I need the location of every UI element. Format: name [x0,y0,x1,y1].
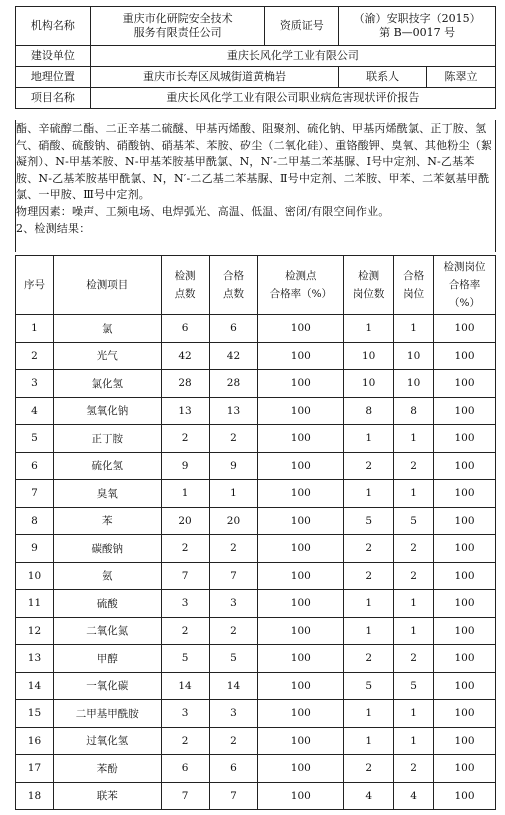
table-row [16,397,496,425]
cell-qualified-posts: 2 [394,645,434,673]
table-row [16,562,496,590]
cell-post-rate: 100 [434,452,496,480]
cell-points: 2 [161,727,209,755]
cell-qualified-points: 3 [209,590,258,618]
cell-qualified-posts: 5 [394,507,434,535]
cell-posts: 2 [344,452,394,480]
cell-posts: 1 [344,727,394,755]
table-row [16,315,496,343]
builder-value: 重庆长风化学工业有限公司 [90,46,495,67]
cell-point-rate: 100 [258,315,344,343]
cell-post-rate: 100 [434,755,496,783]
cell-points: 6 [161,315,209,343]
cell-point-rate: 100 [258,452,344,480]
header-post-rate-line3: （%） [449,297,481,309]
cell-points: 2 [161,617,209,645]
cell-qualified-posts: 1 [394,590,434,618]
cell-point-rate: 100 [258,507,344,535]
cell-qualified-posts: 1 [394,727,434,755]
cell-qualified-posts: 2 [394,755,434,783]
header-points [161,256,209,315]
org-value-line1: 重庆市化研院安全技术 [122,12,233,25]
cell-posts: 1 [344,315,394,343]
cell-qualified-points: 20 [209,507,258,535]
cell-item: 联苯 [53,782,161,810]
cell-posts: 10 [344,342,394,370]
header-qualified-points-line1: 合格 [222,270,244,282]
cell-qualified-posts: 10 [394,342,434,370]
results-body [16,315,496,810]
header-posts [344,256,394,315]
cell-posts: 8 [344,397,394,425]
cell-point-rate: 100 [258,727,344,755]
cell-qualified-points: 6 [209,755,258,783]
cell-qualified-posts: 4 [394,782,434,810]
table-row [16,700,496,728]
header-qualified-points-line2: 点数 [222,288,244,300]
cell-posts: 4 [344,782,394,810]
cell-point-rate: 100 [258,480,344,508]
cell-item: 氨 [53,562,161,590]
results-header-row [16,256,496,315]
org-value [90,7,265,46]
cell-no: 18 [16,782,54,810]
cell-no: 3 [16,370,54,398]
table-row [16,342,496,370]
cell-no: 11 [16,590,54,618]
cell-points: 7 [161,782,209,810]
table-row [16,727,496,755]
table-row [16,645,496,673]
table-row [16,590,496,618]
cell-item: 二甲基甲酰胺 [53,700,161,728]
cell-no: 12 [16,617,54,645]
table-row [16,425,496,453]
cell-points: 9 [161,452,209,480]
cell-item: 二氧化氮 [53,617,161,645]
header-post-rate-line1: 检测岗位 [443,261,486,273]
cell-post-rate: 100 [434,342,496,370]
cell-points: 2 [161,425,209,453]
header-post-rate [434,256,496,315]
cell-qualified-points: 6 [209,315,258,343]
cell-point-rate: 100 [258,370,344,398]
cell-point-rate: 100 [258,755,344,783]
table-row [16,480,496,508]
cell-point-rate: 100 [258,700,344,728]
cell-no: 16 [16,727,54,755]
cell-qualified-posts: 8 [394,397,434,425]
cert-value-line1: （渝）安职技字（2015） [353,12,481,25]
cert-value [339,7,496,46]
cell-point-rate: 100 [258,782,344,810]
cell-qualified-points: 7 [209,562,258,590]
table-row [16,782,496,810]
location-label: 地理位置 [16,67,91,88]
cell-points: 1 [161,480,209,508]
cell-points: 3 [161,700,209,728]
cell-post-rate: 100 [434,425,496,453]
cell-item: 氯化氢 [53,370,161,398]
content-text [16,121,493,237]
cell-posts: 5 [344,672,394,700]
cell-point-rate: 100 [258,617,344,645]
cell-points: 42 [161,342,209,370]
table-row [16,452,496,480]
header-point-rate-line1: 检测点 [285,270,317,282]
cell-point-rate: 100 [258,425,344,453]
cell-posts: 2 [344,535,394,563]
cell-point-rate: 100 [258,672,344,700]
header-points-line1: 检测 [174,270,196,282]
cell-post-rate: 100 [434,315,496,343]
cell-qualified-posts: 2 [394,562,434,590]
cert-label: 资质证号 [265,7,339,46]
cell-posts: 1 [344,425,394,453]
cell-qualified-posts: 1 [394,425,434,453]
cell-post-rate: 100 [434,507,496,535]
cell-points: 3 [161,590,209,618]
cell-qualified-points: 5 [209,645,258,673]
cell-point-rate: 100 [258,535,344,563]
cell-qualified-points: 2 [209,727,258,755]
cell-no: 8 [16,507,54,535]
cell-no: 13 [16,645,54,673]
cell-qualified-points: 1 [209,480,258,508]
cell-item: 硫酸 [53,590,161,618]
cell-no: 10 [16,562,54,590]
cell-post-rate: 100 [434,645,496,673]
cell-qualified-points: 14 [209,672,258,700]
cert-value-line2: 第 B—0017 号 [379,26,456,39]
cell-post-rate: 100 [434,727,496,755]
header-qualified-points [209,256,258,315]
cell-posts: 2 [344,755,394,783]
cell-qualified-points: 9 [209,452,258,480]
cell-post-rate: 100 [434,782,496,810]
cell-qualified-posts: 1 [394,315,434,343]
cell-points: 28 [161,370,209,398]
cell-posts: 2 [344,645,394,673]
cell-post-rate: 100 [434,672,496,700]
cell-item: 正丁胺 [53,425,161,453]
cell-item: 光气 [53,342,161,370]
cell-posts: 1 [344,700,394,728]
cell-point-rate: 100 [258,645,344,673]
header-point-rate [258,256,344,315]
header-qualified-posts-line2: 岗位 [403,288,425,300]
table-row [16,672,496,700]
cell-no: 15 [16,700,54,728]
header-post-rate-line2: 合格率 [448,279,481,291]
cell-no: 17 [16,755,54,783]
cell-posts: 2 [344,562,394,590]
cell-no: 5 [16,425,54,453]
cell-item: 甲醇 [53,645,161,673]
cell-posts: 10 [344,370,394,398]
table-row [16,370,496,398]
cell-qualified-points: 13 [209,397,258,425]
cell-qualified-posts: 5 [394,672,434,700]
project-info-table [15,6,496,109]
cell-qualified-points: 42 [209,342,258,370]
cell-qualified-posts: 1 [394,480,434,508]
cell-item: 臭氧 [53,480,161,508]
header-qualified-posts [394,256,434,315]
builder-label: 建设单位 [16,46,91,67]
chemical-factors-text: 酯、辛硫醇二酯、二正辛基二硫醚、甲基丙烯酸、阻聚剂、硫化钠、甲基丙烯酰氯、正丁胺、氢气、硝酸、硫酸钠、硝酸钠、硝基苯、苯胺、矽尘（二氧化硅）、重铬酸钾、臭氧、其他粉尘（絮凝剂）、N-甲基苯胺、N-甲基苯胺基甲酰氯、N，N′-二甲基二苯基脲、Ⅰ号中定剂、N-乙基苯胺、N-乙基苯胺基甲酰氯、N，N′-二乙基二苯基脲、Ⅱ号中定剂、二苯胺、甲苯、二苯氨基甲酰氯、一甲胺、Ⅲ号中定剂。 [16,122,493,202]
cell-qualified-points: 3 [209,700,258,728]
cell-qualified-posts: 2 [394,535,434,563]
cell-item: 氢氧化钠 [53,397,161,425]
cell-qualified-points: 2 [209,617,258,645]
cell-post-rate: 100 [434,617,496,645]
table-row [16,535,496,563]
cell-qualified-points: 28 [209,370,258,398]
section-title: 2、检测结果： [16,221,91,235]
location-value: 重庆市长寿区凤城街道黄桷岩 [90,67,338,88]
cell-no: 14 [16,672,54,700]
cell-qualified-posts: 1 [394,700,434,728]
cell-post-rate: 100 [434,397,496,425]
cell-post-rate: 100 [434,700,496,728]
cell-item: 一氧化碳 [53,672,161,700]
cell-no: 1 [16,315,54,343]
contact-value: 陈翠立 [427,67,496,88]
table-row [16,507,496,535]
cell-post-rate: 100 [434,590,496,618]
cell-qualified-points: 2 [209,425,258,453]
cell-qualified-points: 7 [209,782,258,810]
cell-posts: 1 [344,617,394,645]
header-point-rate-line2: 合格率（%） [269,288,333,300]
table-row [16,755,496,783]
cell-qualified-posts: 1 [394,617,434,645]
header-qualified-posts-line1: 合格 [403,270,425,282]
cell-item: 碳酸钠 [53,535,161,563]
cell-qualified-points: 2 [209,535,258,563]
cell-posts: 1 [344,590,394,618]
cell-posts: 5 [344,507,394,535]
org-label: 机构名称 [16,7,91,46]
header-points-line2: 点数 [174,288,196,300]
cell-posts: 1 [344,480,394,508]
cell-post-rate: 100 [434,535,496,563]
cell-post-rate: 100 [434,480,496,508]
cell-no: 9 [16,535,54,563]
cell-post-rate: 100 [434,370,496,398]
cell-point-rate: 100 [258,342,344,370]
header-item: 检测项目 [53,256,161,315]
project-label: 项目名称 [16,88,91,109]
contact-label: 联系人 [339,67,427,88]
cell-point-rate: 100 [258,562,344,590]
cell-item: 氯 [53,315,161,343]
org-value-line2: 服务有限责任公司 [133,26,222,39]
header-posts-line2: 岗位数 [352,288,385,300]
cell-points: 2 [161,535,209,563]
cell-post-rate: 100 [434,562,496,590]
cell-item: 硫化氢 [53,452,161,480]
cell-no: 6 [16,452,54,480]
cell-points: 5 [161,645,209,673]
table-row [16,617,496,645]
header-posts-line1: 检测 [358,270,380,282]
cell-point-rate: 100 [258,397,344,425]
cell-points: 7 [161,562,209,590]
cell-no: 7 [16,480,54,508]
cell-qualified-posts: 2 [394,452,434,480]
physical-factors-text: 物理因素：噪声、工频电场、电焊弧光、高温、低温、密闭/有限空间作业。 [16,204,390,218]
cell-item: 苯酚 [53,755,161,783]
cell-qualified-posts: 10 [394,370,434,398]
cell-points: 13 [161,397,209,425]
project-value: 重庆长风化学工业有限公司职业病危害现状评价报告 [90,88,495,109]
cell-no: 2 [16,342,54,370]
cell-points: 20 [161,507,209,535]
cell-item: 过氧化氢 [53,727,161,755]
cell-no: 4 [16,397,54,425]
results-table [15,255,496,810]
cell-points: 6 [161,755,209,783]
cell-item: 苯 [53,507,161,535]
cell-point-rate: 100 [258,590,344,618]
header-no: 序号 [16,256,54,315]
cell-points: 14 [161,672,209,700]
